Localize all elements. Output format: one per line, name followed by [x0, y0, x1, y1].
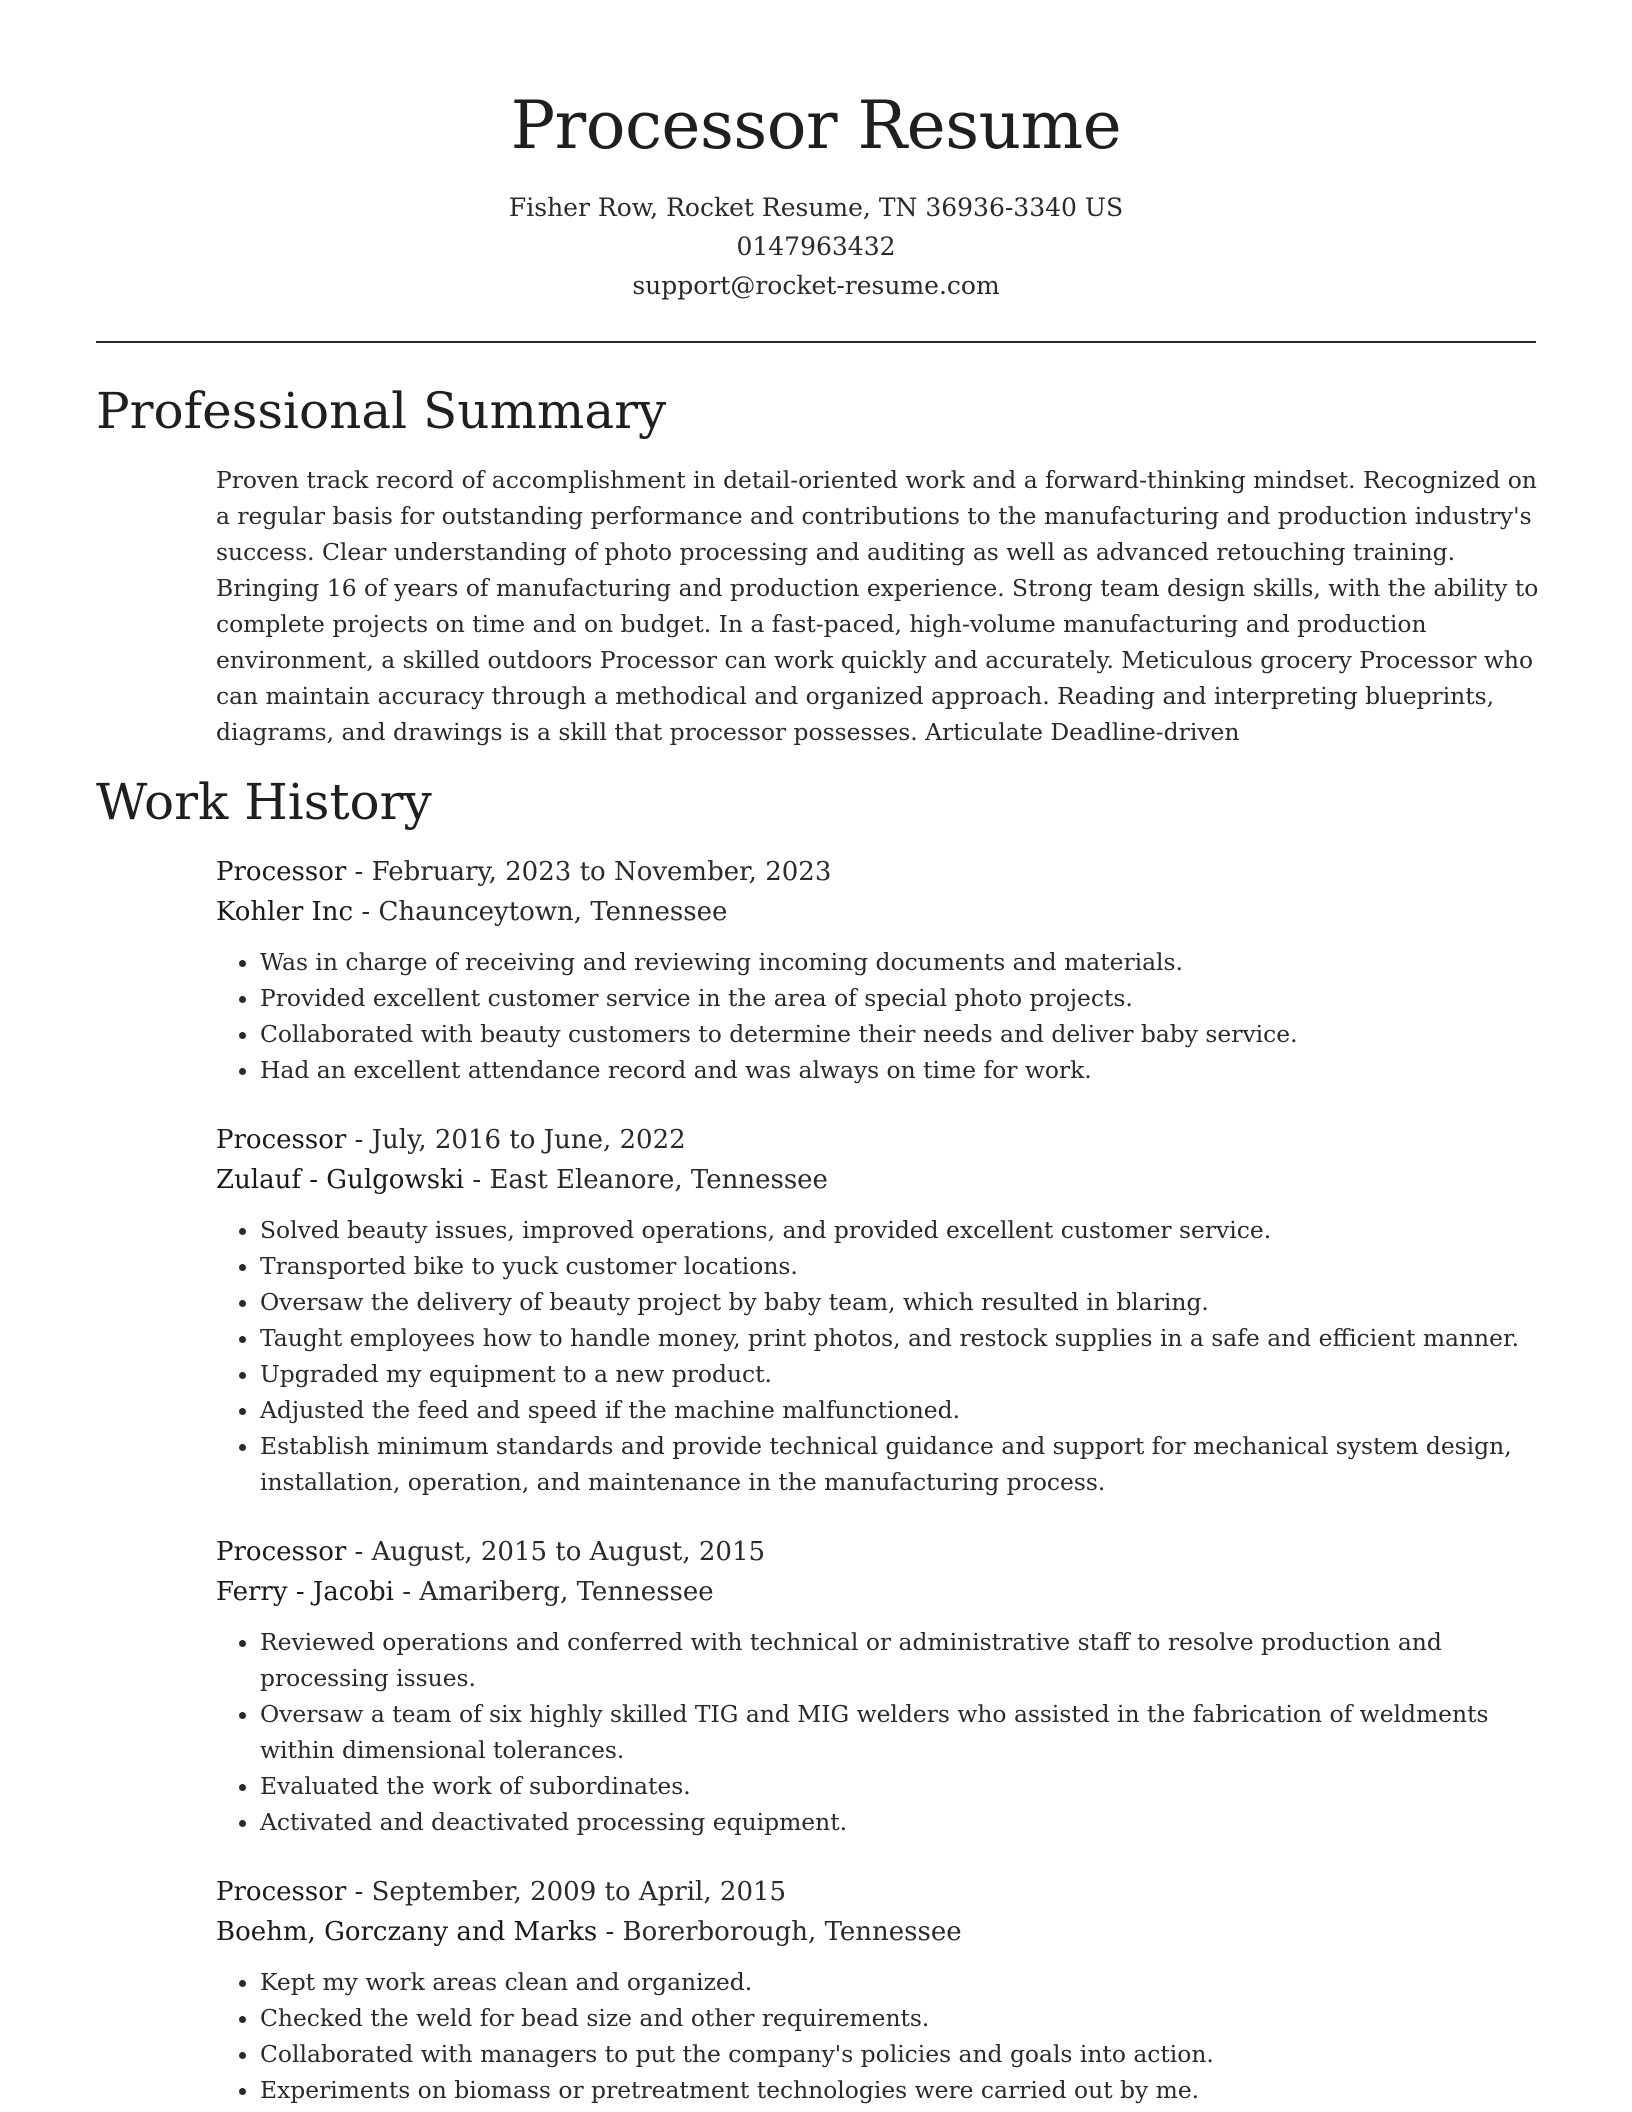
job-bullet: • Oversaw a team of six highly skilled TIG and MIG welders who assisted in the fabrication of weldments within dimensional tolerances.: [260, 1696, 1546, 1768]
job-bullet: • Checked the weld for bead size and other requirements.: [260, 2000, 1546, 2036]
job-location: East Eleanore, Tennessee: [489, 1165, 828, 1195]
job-list: [216, 852, 1546, 2112]
job-title: Processor: [216, 857, 347, 887]
header-divider: [96, 341, 1536, 343]
job-location: Chaunceytown, Tennessee: [378, 897, 728, 927]
contact-phone: 0147963432: [736, 232, 896, 261]
job-bullet: • Had an excellent attendance record and was always on time for work.: [260, 1052, 1546, 1088]
job-company-line: Ferry - Jacobi - Amariberg, Tennessee: [216, 1577, 714, 1607]
job-bullet: • Adjusted the feed and speed if the machine malfunctioned.: [260, 1392, 1546, 1428]
contact-address: Fisher Row, Rocket Resume, TN 36936-3340 US: [508, 193, 1124, 222]
job-company-line: Boehm, Gorczany and Marks - Borerborough, Tennessee: [216, 1917, 962, 1947]
job-location: Amariberg, Tennessee: [419, 1577, 714, 1607]
contact-email: support@rocket-resume.com: [632, 271, 1000, 300]
job-bullet: • Experiments on biomass or pretreatment technologies were carried out by me.: [260, 2072, 1546, 2108]
job-bullet: • Was in charge of receiving and reviewing incoming documents and materials.: [260, 944, 1546, 980]
job-dates: February, 2023 to November, 2023: [371, 857, 832, 887]
job-company: Ferry - Jacobi: [216, 1577, 394, 1607]
job-bullet: • Upgraded my equipment to a new product.: [260, 1356, 1546, 1392]
job-bullet-list: [216, 1212, 1546, 1500]
job-title: Processor: [216, 1125, 347, 1155]
job-title-line: Processor - July, 2016 to June, 2022: [216, 1125, 686, 1155]
job-location: Borerborough, Tennessee: [622, 1917, 962, 1947]
job-company: Kohler Inc: [216, 897, 354, 927]
job-company: Zulauf - Gulgowski: [216, 1165, 465, 1195]
job-entry: [216, 852, 1546, 1088]
job-entry: [216, 1872, 1546, 2108]
job-entry: [216, 1532, 1546, 1840]
job-bullet: • Solved beauty issues, improved operations, and provided excellent customer service.: [260, 1212, 1546, 1248]
job-dates: August, 2015 to August, 2015: [371, 1537, 766, 1567]
job-company: Boehm, Gorczany and Marks: [216, 1917, 598, 1947]
job-title-line: Processor - August, 2015 to August, 2015: [216, 1537, 766, 1567]
job-bullet: • Evaluated the work of subordinates.: [260, 1768, 1546, 1804]
work-history-heading: Work History: [96, 773, 432, 831]
job-bullet: • Provided excellent customer service in the area of special photo projects.: [260, 980, 1546, 1016]
job-title: Processor: [216, 1537, 347, 1567]
job-bullet: • Activated and deactivated processing equipment.: [260, 1804, 1546, 1840]
job-bullet: • Oversaw the delivery of beauty project by baby team, which resulted in blaring.: [260, 1284, 1546, 1320]
job-company-line: Zulauf - Gulgowski - East Eleanore, Tennessee: [216, 1165, 828, 1195]
resume-title: Processor Resume: [510, 87, 1122, 164]
job-bullet: • Collaborated with managers to put the company's policies and goals into action.: [260, 2036, 1546, 2072]
job-company-line: Kohler Inc - Chaunceytown, Tennessee: [216, 897, 728, 927]
job-bullet-list: [216, 944, 1546, 1088]
job-dates: September, 2009 to April, 2015: [371, 1877, 787, 1907]
job-bullet: • Collaborated with beauty customers to determine their needs and deliver baby service.: [260, 1016, 1546, 1052]
job-bullet-list: [216, 1964, 1546, 2108]
job-bullet: • Establish minimum standards and provide technical guidance and support for mechanical system design, installation, operation, and maintenance in the manufacturing process.: [260, 1428, 1546, 1500]
contact-info: [0, 188, 1632, 305]
job-title-line: Processor - September, 2009 to April, 2015: [216, 1877, 787, 1907]
summary-text: Proven track record of accomplishment in detail-oriented work and a forward-thinking mindset. Recognized on a regular basis for outstanding performance and contributions to the manufacturing and production industry's success. Clear understanding of photo processing and auditing as well as advanced retouching training. Bringing 16 of years of manufacturing and production experience. Strong team design skills, with the ability to complete projects on time and on budget. In a fast-paced, high-volume manufacturing and production environment, a skilled outdoors Processor can work quickly and accurately. Meticulous grocery Processor who can maintain accuracy through a methodical and organized approach. Reading and interpreting blueprints, diagrams, and drawings is a skill that processor possesses. Articulate Deadline-driven: [216, 466, 1539, 746]
job-title-line: Processor - February, 2023 to November, 2023: [216, 857, 832, 887]
summary-heading: Professional Summary: [96, 382, 667, 440]
job-title: Processor: [216, 1877, 347, 1907]
job-bullet: • Transported bike to yuck customer locations.: [260, 1248, 1546, 1284]
job-bullet: • Taught employees how to handle money, print photos, and restock supplies in a safe and efficient manner.: [260, 1320, 1546, 1356]
job-bullet: • Kept my work areas clean and organized.: [260, 1964, 1546, 2000]
job-bullet: • Reviewed operations and conferred with technical or administrative staff to resolve production and processing issues.: [260, 1624, 1546, 1696]
job-dates: July, 2016 to June, 2022: [371, 1125, 686, 1155]
job-entry: [216, 1120, 1546, 1500]
resume-header: [0, 0, 1632, 305]
job-bullet-list: [216, 1624, 1546, 1840]
